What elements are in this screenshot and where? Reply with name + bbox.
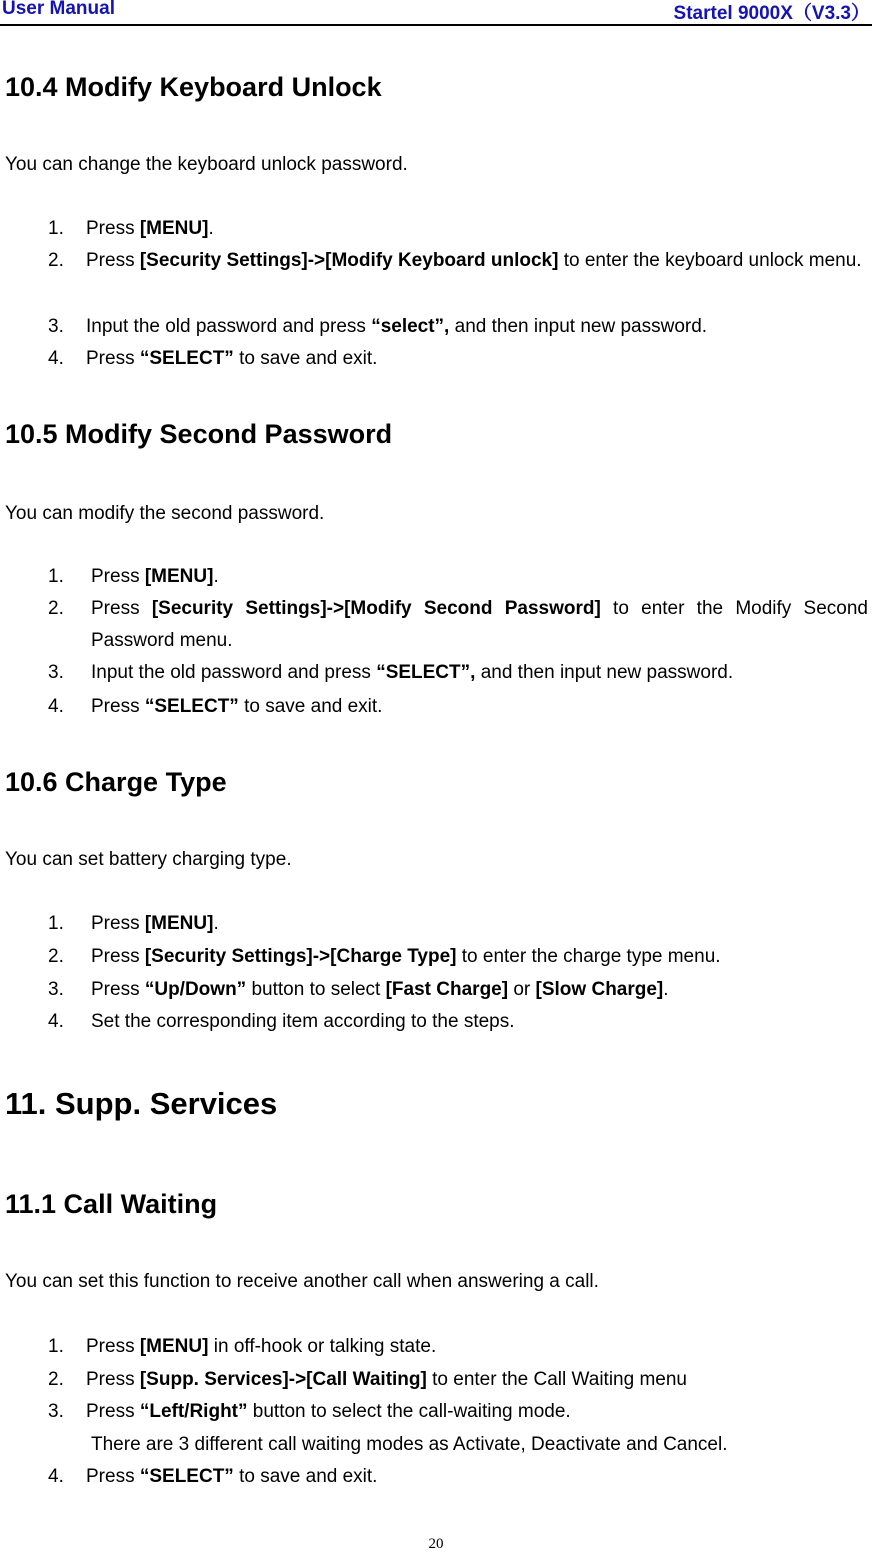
header-doc-title: User Manual <box>2 0 115 19</box>
section-10-5-intro: You can modify the second password. <box>5 503 325 524</box>
page-number: 20 <box>428 1536 444 1552</box>
section-11-1-intro: You can set this function to receive another call when answering a call. <box>5 1271 599 1292</box>
section-10-4-title: 10.4 Modify Keyboard Unlock <box>5 72 382 102</box>
section-10-6-intro: You can set battery charging type. <box>5 849 292 870</box>
section-10-5-title: 10.5 Modify Second Password <box>5 419 393 449</box>
section-11-1-title: 11.1 Call Waiting <box>5 1189 218 1219</box>
section-10-4-intro: You can change the keyboard unlock password. <box>5 154 408 175</box>
chapter-11-title: 11. Supp. Services <box>5 1086 278 1121</box>
header-product-version: Startel 9000X（V3.3） <box>673 3 870 24</box>
call-waiting-modes-note: There are 3 different call waiting modes as Activate, Deactivate and Cancel. <box>91 1434 728 1455</box>
section-10-6-title: 10.6 Charge Type <box>5 767 227 797</box>
page-header <box>0 0 872 26</box>
